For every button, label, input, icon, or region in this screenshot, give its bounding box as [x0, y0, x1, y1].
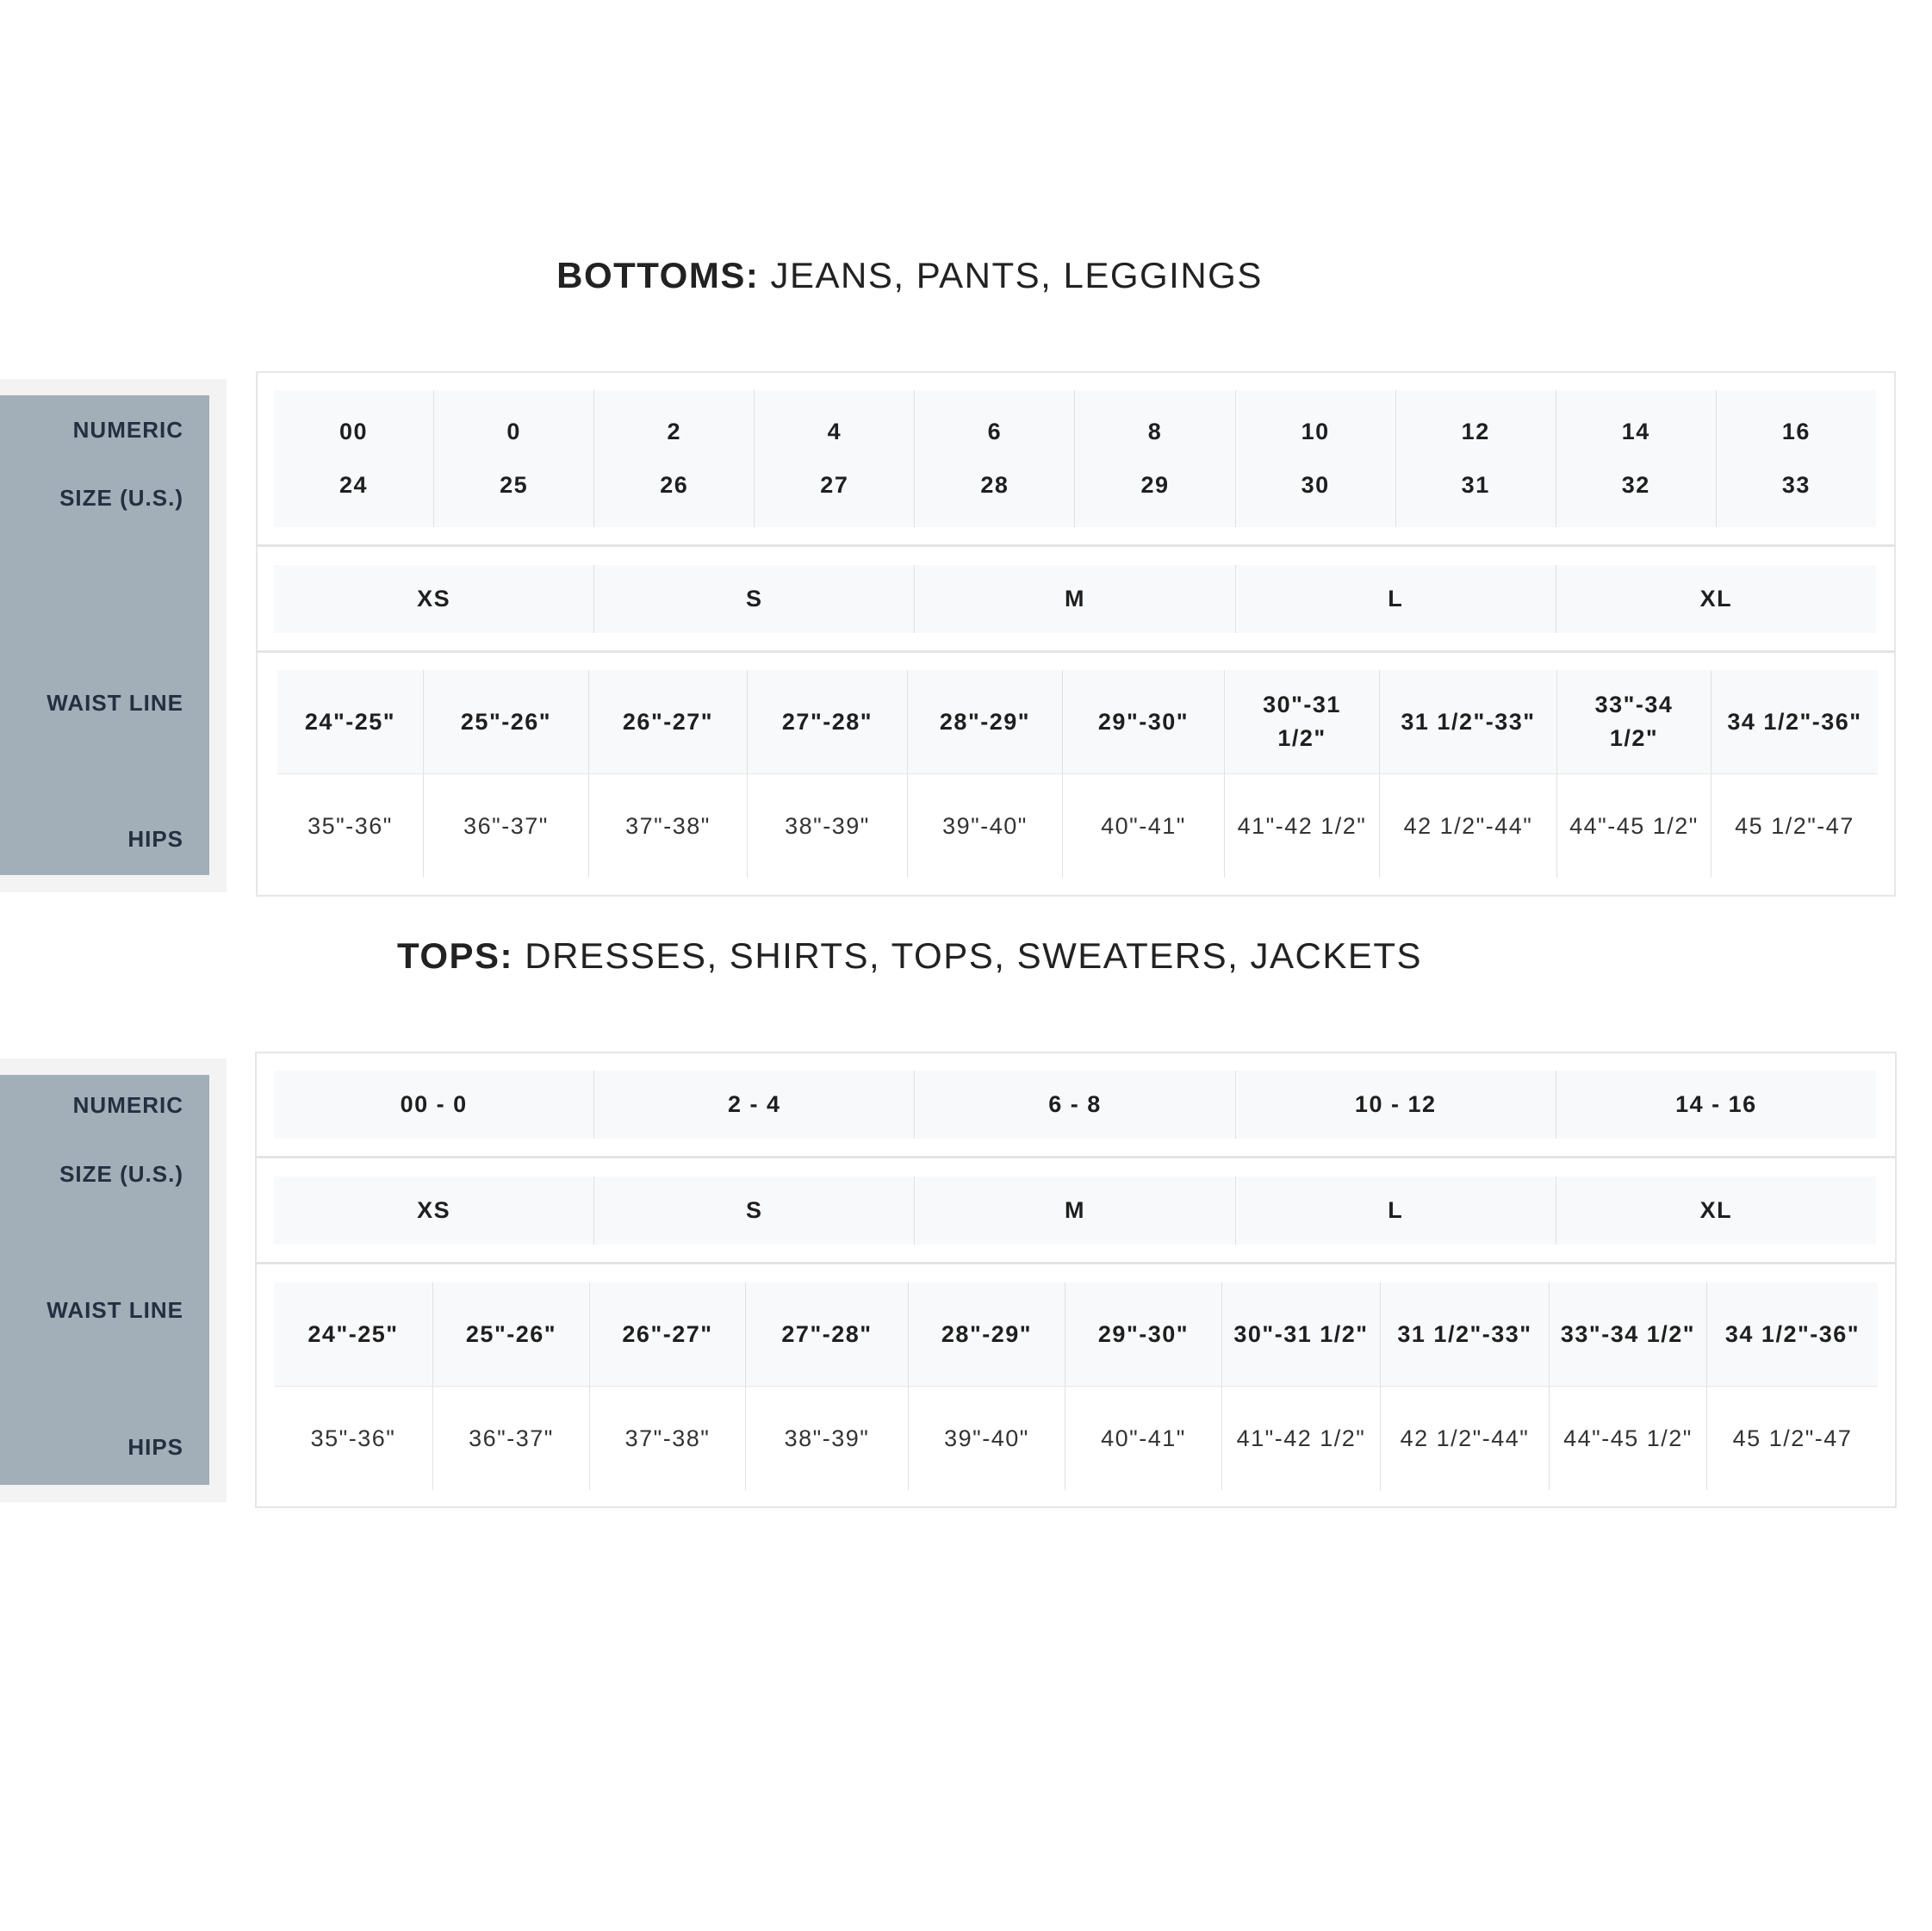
numeric-cell — [754, 390, 914, 527]
letter-size-cell: S — [593, 1177, 914, 1245]
numeric-cell — [1235, 390, 1395, 527]
bottoms-label-size: SIZE (U.S.) — [59, 485, 183, 511]
hips-cell: 37"-38" — [589, 1387, 745, 1490]
hips-cell: 41"-42 1/2" — [1221, 1387, 1380, 1490]
bottoms-numeric-block — [274, 390, 1876, 527]
numeric-range-cell: 6 - 8 — [914, 1071, 1234, 1139]
bottoms-waist-row — [277, 670, 1878, 774]
tops-title — [0, 935, 1819, 977]
numeric-size: 14 — [1621, 419, 1650, 445]
waist-cell: 30"-31 1/2" — [1224, 670, 1379, 773]
numeric-cell — [1716, 390, 1876, 527]
letter-size-cell: S — [593, 565, 914, 633]
tops-letter-block — [274, 1177, 1876, 1245]
tops-title-lead: TOPS: — [396, 935, 514, 976]
tops-label-waist: WAIST LINE — [47, 1297, 183, 1323]
bottoms-label-waist: WAIST LINE — [47, 690, 183, 716]
waist-cell: 25"-26" — [423, 670, 588, 773]
letter-size-cell: XL — [1556, 1177, 1876, 1245]
hips-cell: 39"-40" — [907, 774, 1062, 878]
numeric-cell — [1395, 390, 1556, 527]
numeric-size: 10 — [1301, 419, 1330, 445]
hips-cell: 39"-40" — [908, 1387, 1065, 1490]
letter-size-cell: M — [914, 1177, 1234, 1245]
waist-cell: 28"-29" — [907, 670, 1062, 773]
bottoms-letter-block — [274, 565, 1876, 633]
waist-size: 28 — [980, 471, 1009, 498]
hips-cell: 36"-37" — [432, 1387, 589, 1490]
waist-size: 33 — [1781, 471, 1811, 498]
numeric-cell — [1556, 390, 1716, 527]
waist-size: 24 — [339, 471, 369, 498]
hips-cell: 37"-38" — [588, 774, 747, 878]
waist-cell: 34 1/2"-36" — [1706, 1282, 1878, 1386]
bottoms-hips-row — [277, 774, 1878, 878]
letter-size-cell: XL — [1556, 565, 1876, 633]
tops-label-numeric: NUMERIC — [72, 1092, 183, 1118]
hips-cell: 45 1/2"-47 — [1711, 774, 1878, 878]
waist-cell: 26"-27" — [589, 1282, 745, 1386]
bottoms-title-lead: BOTTOMS: — [556, 255, 760, 295]
waist-cell: 30"-31 1/2" — [1221, 1282, 1380, 1386]
waist-cell: 27"-28" — [747, 670, 907, 773]
letter-size-cell: L — [1235, 1177, 1556, 1245]
numeric-range-cell: 00 - 0 — [400, 1091, 468, 1117]
numeric-size: 00 — [339, 419, 369, 445]
letter-size-cell: M — [914, 565, 1234, 633]
hips-cell: 40"-41" — [1065, 1387, 1221, 1490]
numeric-range-cell: 14 - 16 — [1556, 1071, 1876, 1139]
tops-label-hips: HIPS — [127, 1434, 183, 1460]
hips-cell: 41"-42 1/2" — [1224, 774, 1379, 878]
tops-numeric-block — [274, 1071, 1876, 1139]
numeric-cell — [593, 390, 754, 527]
waist-cell: 26"-27" — [588, 670, 747, 773]
numeric-range-cell: 2 - 4 — [593, 1071, 914, 1139]
waist-cell: 27"-28" — [745, 1282, 908, 1386]
tops-separator — [255, 1262, 1895, 1264]
numeric-cell — [914, 390, 1074, 527]
bottoms-measurements — [277, 670, 1878, 878]
waist-size: 26 — [660, 471, 689, 498]
hips-cell: 38"-39" — [745, 1387, 908, 1490]
letter-size-cell: XS — [417, 1197, 451, 1223]
waist-size: 25 — [500, 471, 529, 498]
numeric-size: 6 — [987, 419, 1003, 445]
numeric-cell — [433, 390, 593, 527]
tops-waist-row — [274, 1282, 1878, 1387]
waist-cell: 28"-29" — [908, 1282, 1065, 1386]
hips-cell: 44"-45 1/2" — [1549, 1387, 1706, 1490]
bottoms-label-panel — [0, 395, 209, 875]
hips-cell: 42 1/2"-44" — [1380, 1387, 1549, 1490]
waist-cell: 24"-25" — [308, 1320, 399, 1347]
bottoms-separator — [256, 650, 1896, 653]
waist-cell: 31 1/2"-33" — [1380, 1282, 1549, 1386]
tops-label-panel — [0, 1075, 209, 1485]
letter-size-cell: L — [1235, 565, 1556, 633]
tops-title-rest: DRESSES, SHIRTS, TOPS, SWEATERS, JACKETS — [513, 935, 1423, 976]
waist-cell: 24"-25" — [304, 708, 396, 735]
hips-cell: 35"-36" — [308, 812, 393, 839]
hips-cell: 42 1/2"-44" — [1379, 774, 1556, 878]
hips-cell: 44"-45 1/2" — [1556, 774, 1711, 878]
waist-size: 30 — [1301, 471, 1330, 498]
bottoms-label-numeric: NUMERIC — [72, 417, 183, 443]
numeric-cell — [1074, 390, 1234, 527]
numeric-size: 8 — [1147, 419, 1163, 445]
numeric-cell — [274, 390, 433, 527]
bottoms-title — [0, 255, 1819, 296]
bottoms-separator — [256, 544, 1896, 547]
numeric-size: 2 — [667, 419, 681, 445]
waist-size: 32 — [1621, 471, 1650, 498]
waist-size: 27 — [820, 471, 849, 498]
waist-size: 29 — [1140, 471, 1170, 498]
hips-cell: 36"-37" — [423, 774, 588, 878]
numeric-size: 0 — [506, 419, 521, 445]
bottoms-label-hips: HIPS — [127, 826, 183, 852]
numeric-size: 4 — [827, 419, 842, 445]
hips-cell: 35"-36" — [310, 1425, 396, 1451]
hips-cell: 45 1/2"-47 — [1706, 1387, 1878, 1490]
waist-cell: 31 1/2"-33" — [1379, 670, 1556, 773]
waist-cell: 29"-30" — [1062, 670, 1224, 773]
waist-size: 31 — [1461, 471, 1490, 498]
tops-hips-row — [274, 1387, 1878, 1490]
numeric-size: 16 — [1781, 419, 1811, 445]
waist-cell: 29"-30" — [1065, 1282, 1221, 1386]
tops-separator — [255, 1156, 1895, 1158]
numeric-range-cell: 10 - 12 — [1235, 1071, 1556, 1139]
tops-label-size: SIZE (U.S.) — [59, 1161, 183, 1187]
waist-cell: 34 1/2"-36" — [1711, 670, 1878, 773]
bottoms-title-rest: JEANS, PANTS, LEGGINGS — [759, 255, 1263, 295]
hips-cell: 38"-39" — [747, 774, 907, 878]
tops-measurements — [274, 1282, 1878, 1490]
waist-cell: 25"-26" — [432, 1282, 589, 1386]
waist-cell: 33"-34 1/2" — [1549, 1282, 1706, 1386]
hips-cell: 40"-41" — [1062, 774, 1224, 878]
numeric-size: 12 — [1461, 419, 1490, 445]
waist-cell: 33"-34 1/2" — [1556, 670, 1711, 773]
letter-size-cell: XS — [417, 586, 451, 612]
